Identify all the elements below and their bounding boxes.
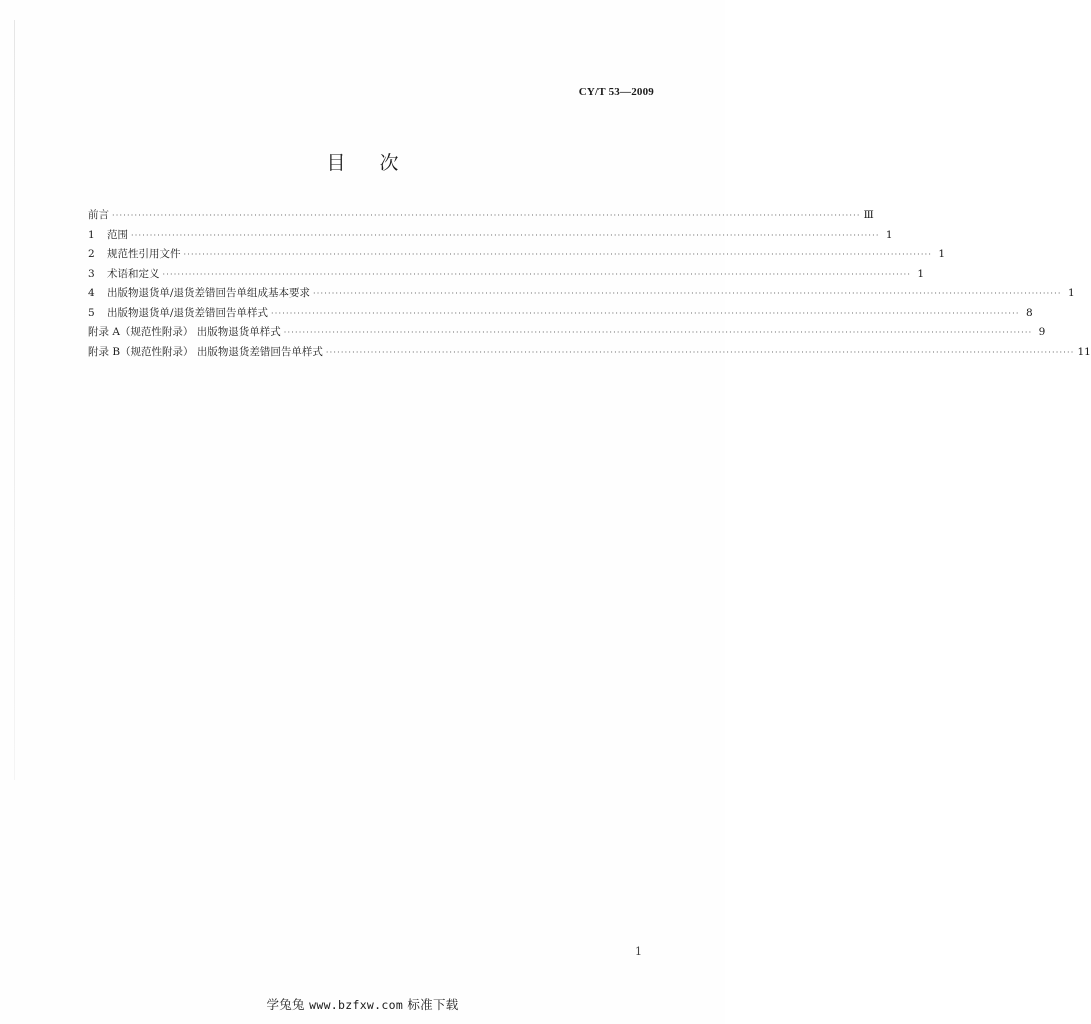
toc-dot-leader: ········································································································································································································ (325, 347, 1075, 357)
toc-entry-number: 5 (88, 306, 95, 319)
toc-entry[interactable] (88, 266, 925, 286)
toc-title: 目次 (326, 152, 433, 174)
toc-dot-leader: ········································································································································································································ (131, 230, 880, 240)
toc-entry[interactable] (88, 227, 893, 247)
toc-entry-page: 11 (1077, 345, 1091, 358)
toc-entry-label: 附录 A（规范性附录） 出版物退货单样式 (88, 326, 281, 338)
toc-entry-number: 1 (88, 228, 95, 241)
toc-entry-number: 4 (88, 287, 95, 299)
standard-code: CY/T 53—2009 (578, 86, 654, 98)
watermark-url[interactable]: www.bzfxw.com (309, 998, 404, 1012)
toc-entry-label: 出版物退货单/退货差错回告单样式 (107, 306, 269, 319)
toc-entry-page: 1 (1067, 287, 1075, 299)
page-number: 1 (635, 945, 642, 958)
scan-edge-line (14, 20, 15, 780)
toc-entry[interactable] (88, 246, 946, 266)
toc-entry-page: 8 (1025, 306, 1033, 319)
toc-entry-page: 1 (938, 248, 946, 260)
toc-entry-page: Ⅲ (863, 209, 874, 221)
toc-dot-leader: ········································································································································································································ (112, 211, 861, 220)
toc-entry-page: 1 (917, 267, 925, 280)
toc-entry[interactable] (88, 285, 1075, 305)
toc-dot-leader: ········································································································································································································ (313, 289, 1062, 298)
table-of-contents (88, 207, 1091, 363)
toc-entry-label: 术语和定义 (107, 267, 160, 280)
watermark-site-name: 学兔兔 (266, 997, 305, 1012)
toc-dot-leader: ········································································································································································································ (283, 328, 1033, 337)
toc-entry-label: 前言 (88, 209, 109, 221)
toc-entry-number: 3 (88, 267, 95, 280)
toc-entry[interactable] (88, 207, 874, 227)
toc-entry-number: 2 (88, 248, 95, 260)
toc-entry-label: 规范性引用文件 (107, 248, 181, 260)
toc-entry[interactable] (88, 324, 1046, 344)
toc-entry[interactable] (88, 305, 1033, 325)
toc-dot-leader: ········································································································································································································ (271, 308, 1020, 318)
toc-entry-page: 9 (1038, 326, 1046, 338)
toc-dot-leader: ········································································································································································································ (162, 269, 912, 279)
toc-entry-label: 范围 (107, 228, 128, 241)
toc-dot-leader: ········································································································································································································ (183, 250, 933, 259)
watermark (0, 995, 725, 1013)
toc-entry-label: 附录 B（规范性附录） 出版物退货差错回告单样式 (88, 345, 323, 358)
toc-entry-page: 1 (885, 228, 893, 241)
toc-entry-label: 出版物退货单/退货差错回告单组成基本要求 (107, 287, 311, 299)
toc-entry[interactable] (88, 344, 1091, 364)
watermark-suffix: 标准下载 (407, 997, 459, 1012)
